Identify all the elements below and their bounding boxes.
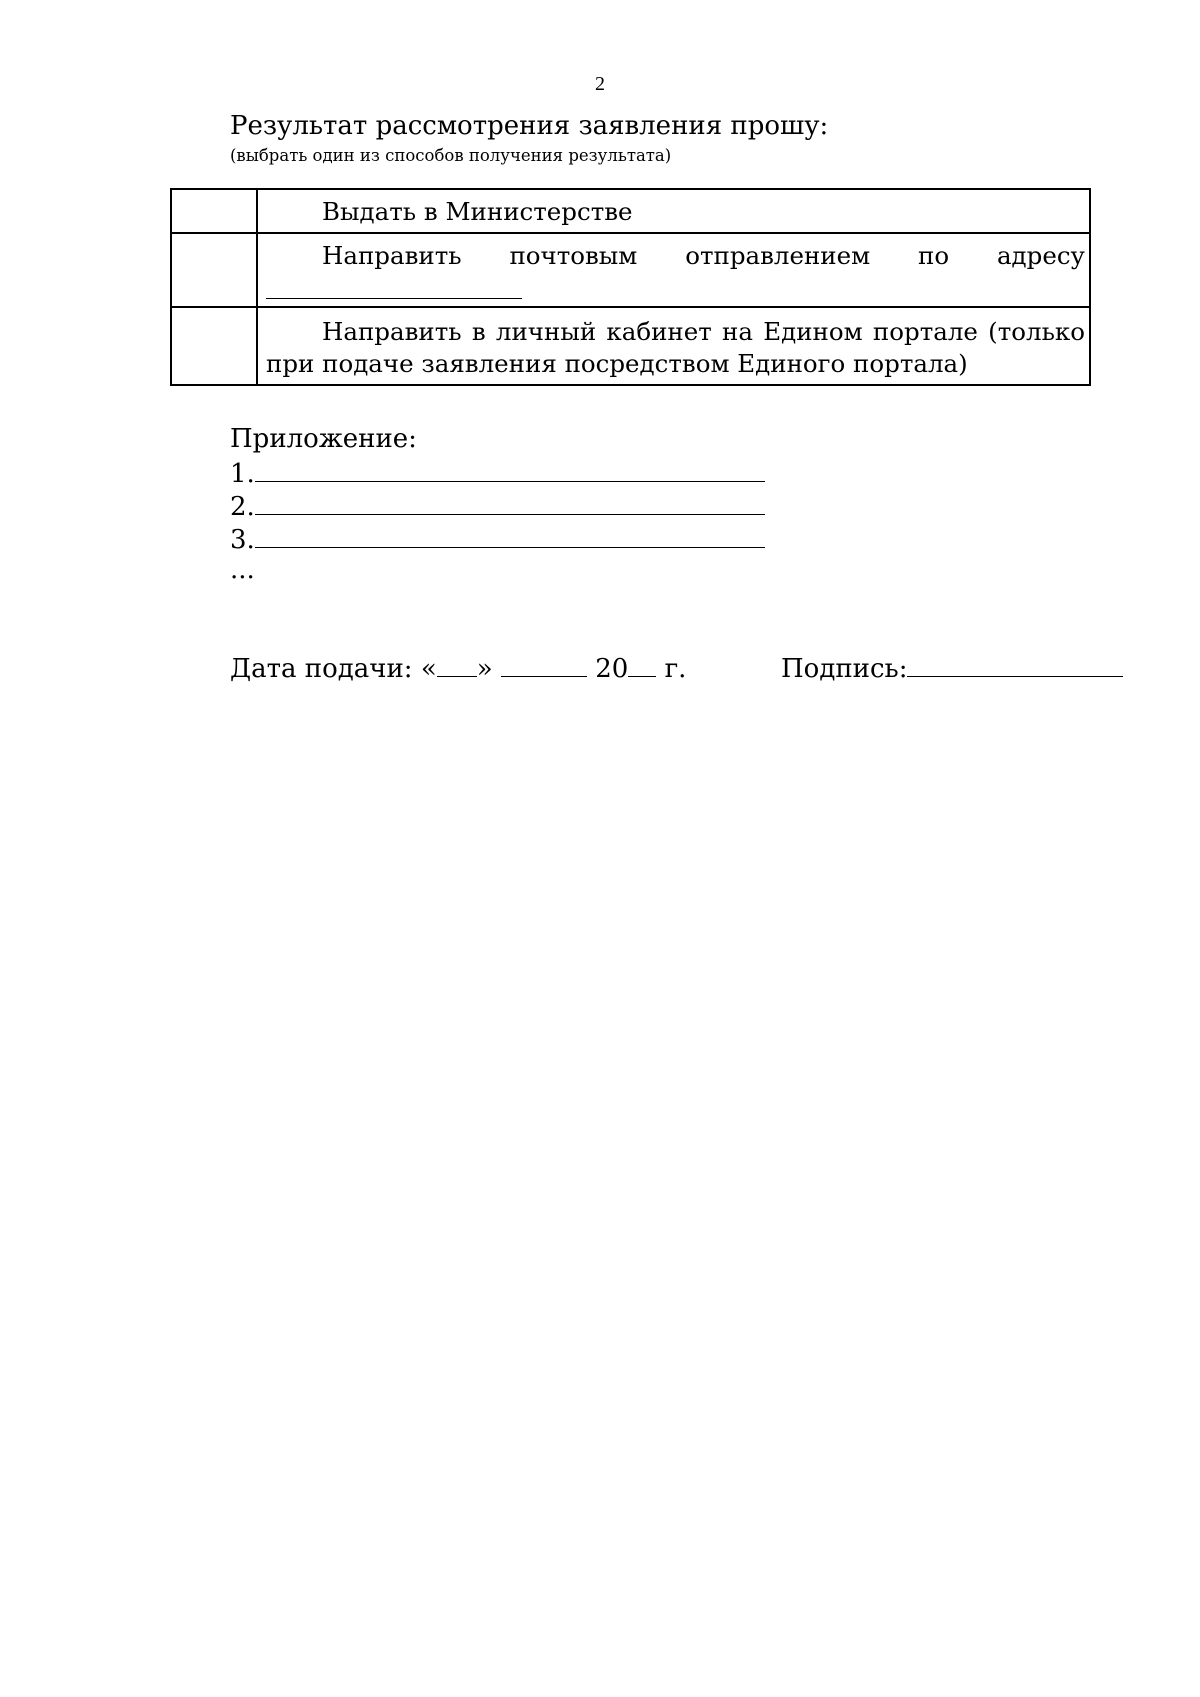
option-label [258, 234, 1089, 303]
appendix-item [230, 488, 765, 521]
option-label: Направить в личный кабинет на Едином портале (только при подаче заявления посредством Единого портала) [266, 317, 1085, 378]
option-label: Выдать в Министерстве [322, 197, 633, 226]
appendix-blank-line[interactable] [255, 521, 765, 548]
option-word: адресу [996, 241, 1085, 270]
signature-field [781, 650, 1123, 685]
appendix-section [230, 423, 765, 586]
signature-label: Подпись: [781, 654, 908, 684]
year-prefix: 20 [595, 654, 629, 684]
page-number: 2 [595, 73, 605, 95]
section-subheading: (выбрать один из способов получения результата) [230, 146, 672, 165]
year-suffix: г. [664, 654, 687, 684]
option-checkbox-cell[interactable] [171, 233, 257, 307]
option-word: почтовым [509, 241, 638, 270]
section-heading: Результат рассмотрения заявления прошу: [230, 111, 829, 141]
option-text-cell [257, 307, 1090, 385]
appendix-blank-line[interactable] [255, 488, 765, 515]
date-label: Дата подачи: [230, 654, 413, 684]
appendix-title: Приложение: [230, 424, 417, 454]
option-row [171, 189, 1090, 233]
open-quote: « [420, 654, 437, 684]
day-blank[interactable] [437, 650, 477, 677]
option-word: Направить [322, 241, 462, 270]
close-quote: » [476, 654, 493, 684]
appendix-ellipsis: ... [230, 555, 255, 585]
address-blank-line[interactable] [266, 272, 522, 299]
result-options-table [170, 188, 1091, 386]
option-label-line [266, 240, 1085, 272]
option-text-cell [257, 233, 1090, 307]
option-text-cell [257, 189, 1090, 233]
appendix-item-number: 3. [230, 525, 255, 555]
option-word: отправлением [685, 241, 871, 270]
option-row [171, 233, 1090, 307]
appendix-blank-line[interactable] [255, 455, 765, 482]
month-blank[interactable] [501, 650, 587, 677]
option-word: по [918, 241, 950, 270]
signature-blank[interactable] [907, 650, 1123, 677]
submission-date [230, 650, 686, 685]
year-blank[interactable] [628, 650, 656, 677]
appendix-item-number: 2. [230, 492, 255, 522]
option-checkbox-cell[interactable] [171, 307, 257, 385]
appendix-item-number: 1. [230, 459, 255, 489]
appendix-item [230, 455, 765, 488]
option-row [171, 307, 1090, 385]
appendix-item [230, 521, 765, 554]
option-checkbox-cell[interactable] [171, 189, 257, 233]
